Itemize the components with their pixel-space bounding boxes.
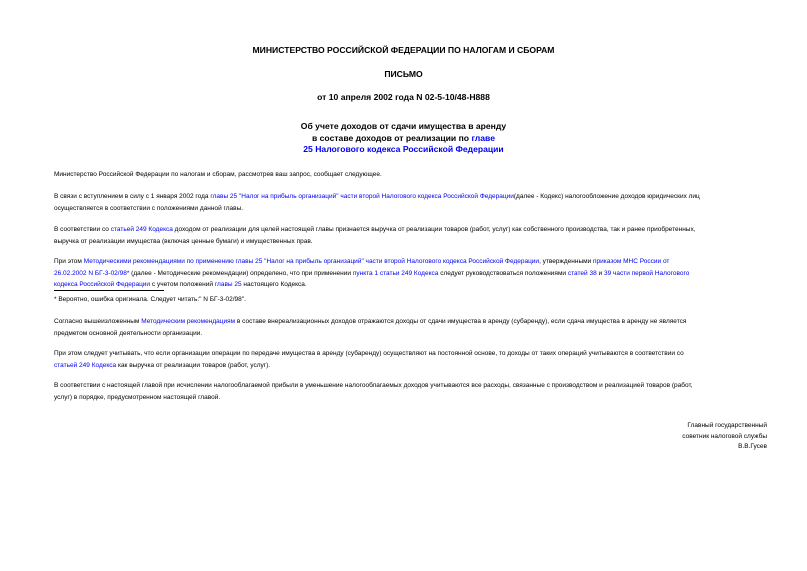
- document-date-number: от 10 апреля 2002 года N 02-5-10/48-Н888: [317, 92, 490, 102]
- paragraph-1-text: Министерство Российской Федерации по налогам и сборам, рассмотрев ваш запрос, сообщает следующее.: [54, 171, 382, 178]
- subject-line-2-text: в составе доходов от реализации по: [311, 132, 470, 143]
- paragraph-5-line-2: предметом основной деятельности организации.: [54, 329, 203, 337]
- paragraph-4-line-1: [54, 256, 770, 268]
- chapter-25-link-2[interactable]: главы 25: [214, 281, 242, 288]
- paragraph-6-text-b: как выручка от реализации товаров (работ, услуг).: [117, 361, 271, 369]
- footnote-text: * Вероятно, ошибка оригинала. Следует читать:" N БГ-3-02/98".: [54, 296, 246, 303]
- paragraph-5-text-a: Согласно вышеизложенным: [54, 318, 140, 325]
- article-249-link[interactable]: статьей 249 Кодекса: [110, 226, 173, 233]
- paragraph-2-line-2: осуществляется в соответствии с положениями данной главы.: [54, 204, 244, 212]
- paragraph-2-line-1: [54, 191, 770, 203]
- tax-code-link[interactable]: кодекса Российской Федерации: [54, 281, 151, 288]
- paragraph-2-text-a: В связи с вступлением в силу с 1 января 2002 года: [54, 193, 209, 200]
- article-38-link[interactable]: статей 38: [567, 269, 597, 277]
- paragraph-2-text-b: (далее - Кодекс) налогообложение доходов юридических лиц: [513, 193, 700, 200]
- document-subject: [0, 121, 807, 156]
- paragraph-3-text-b: доходом от реализации для целей настоящей главы признается выручка от реализации товаров (работ, услуг) как собственного производства, так и ранее приобретенных,: [174, 226, 696, 233]
- paragraph-4-line-2: [54, 268, 770, 280]
- clause-1-article-249-link[interactable]: пункта 1 статьи 249 Кодекса: [352, 269, 439, 277]
- footnote-divider: [54, 290, 164, 291]
- methodical-recommendations-link[interactable]: Методическими рекомендациями по применению главы 25 "Налог на прибыль организаций" части второй Налогового кодекса Российской Федерации: [83, 258, 540, 265]
- mns-order-link[interactable]: приказом МНС России от: [593, 258, 670, 265]
- paragraph-5-line-1: [54, 316, 770, 328]
- signature-name: В.В.Гусев: [738, 443, 767, 450]
- paragraph-4-text-c: (далее - Методические рекомендации) определено, что при применении: [129, 269, 352, 277]
- signature-block: [567, 421, 767, 453]
- signature-title-1: Главный государственный: [687, 422, 767, 429]
- ministry-heading: МИНИСТЕРСТВО РОССИЙСКОЙ ФЕДЕРАЦИИ ПО НАЛОГАМ И СБОРАМ: [252, 45, 555, 55]
- paragraph-6: [54, 348, 770, 371]
- paragraph-4-text-e: и: [598, 269, 603, 277]
- paragraph-4-line-3: [54, 279, 770, 291]
- paragraph-5: [54, 316, 770, 339]
- paragraph-3-line-1: [54, 224, 770, 236]
- paragraph-4-text-a: При этом: [54, 258, 82, 265]
- paragraph-7: [54, 380, 770, 403]
- paragraph-1: [54, 169, 770, 181]
- document-type: ПИСЬМО: [384, 69, 423, 79]
- paragraph-3-text-a: В соответствии со: [54, 226, 109, 233]
- methodical-recommendations-link-2[interactable]: Методическим рекомендациям: [141, 318, 236, 325]
- paragraph-6-line-2: [54, 360, 770, 372]
- paragraph-2: [54, 191, 770, 214]
- signature-title-2: советник налоговой службы: [682, 432, 767, 440]
- paragraph-4-text-g: настоящего Кодекса.: [243, 281, 307, 288]
- footnote: [54, 294, 770, 306]
- paragraph-7-line-2: услуг) в порядке, предусмотренном настоящей главой.: [54, 393, 221, 401]
- paragraph-7-line-1: В соответствии с настоящей главой при исчислении налогооблагаемой прибыли в уменьшение налогооблагаемых доходов учитываются все расходы, связанные с производством и реализацией товаров (работ,: [54, 382, 693, 389]
- paragraph-4: [54, 256, 770, 291]
- subject-code-link[interactable]: 25 Налогового кодекса Российской Федерации: [303, 144, 504, 154]
- subject-line-2: [0, 133, 807, 145]
- mns-order-number-link[interactable]: 26.02.2002 N БГ-3-02/98*: [54, 269, 130, 277]
- article-249-link-2[interactable]: статьей 249 Кодекса: [54, 361, 117, 369]
- paragraph-4-text-f: с учетом положений: [151, 281, 213, 288]
- paragraph-3: [54, 224, 770, 247]
- paragraph-3-line-2: выручка от реализации имущества (включая ценные бумаги) и имущественных прав.: [54, 237, 313, 245]
- paragraph-6-line-1: При этом следует учитывать, что если организации операции по передаче имущества в аренду (субаренду) осуществляют на постоянной основе, то доходы от таких операций учитываются в соответствии со: [54, 350, 684, 357]
- subject-line-1: Об учете доходов от сдачи имущества в аренду: [300, 121, 507, 131]
- subject-chapter-link[interactable]: главе: [471, 132, 495, 143]
- chapter-25-link[interactable]: главы 25 "Налог на прибыль организаций" части второй Налогового кодекса Российской Федерации: [210, 193, 514, 200]
- article-39-link[interactable]: 39 части первой Налогового: [603, 269, 690, 277]
- paragraph-4-text-b: , утвержденными: [539, 258, 592, 265]
- paragraph-5-text-b: в составе внереализационных доходов отражаются доходы от сдачи имущества в аренду (субаренду), если сдача имущества в аренду не является: [236, 318, 687, 325]
- paragraph-4-text-d: следует руководствоваться положениями: [440, 269, 567, 277]
